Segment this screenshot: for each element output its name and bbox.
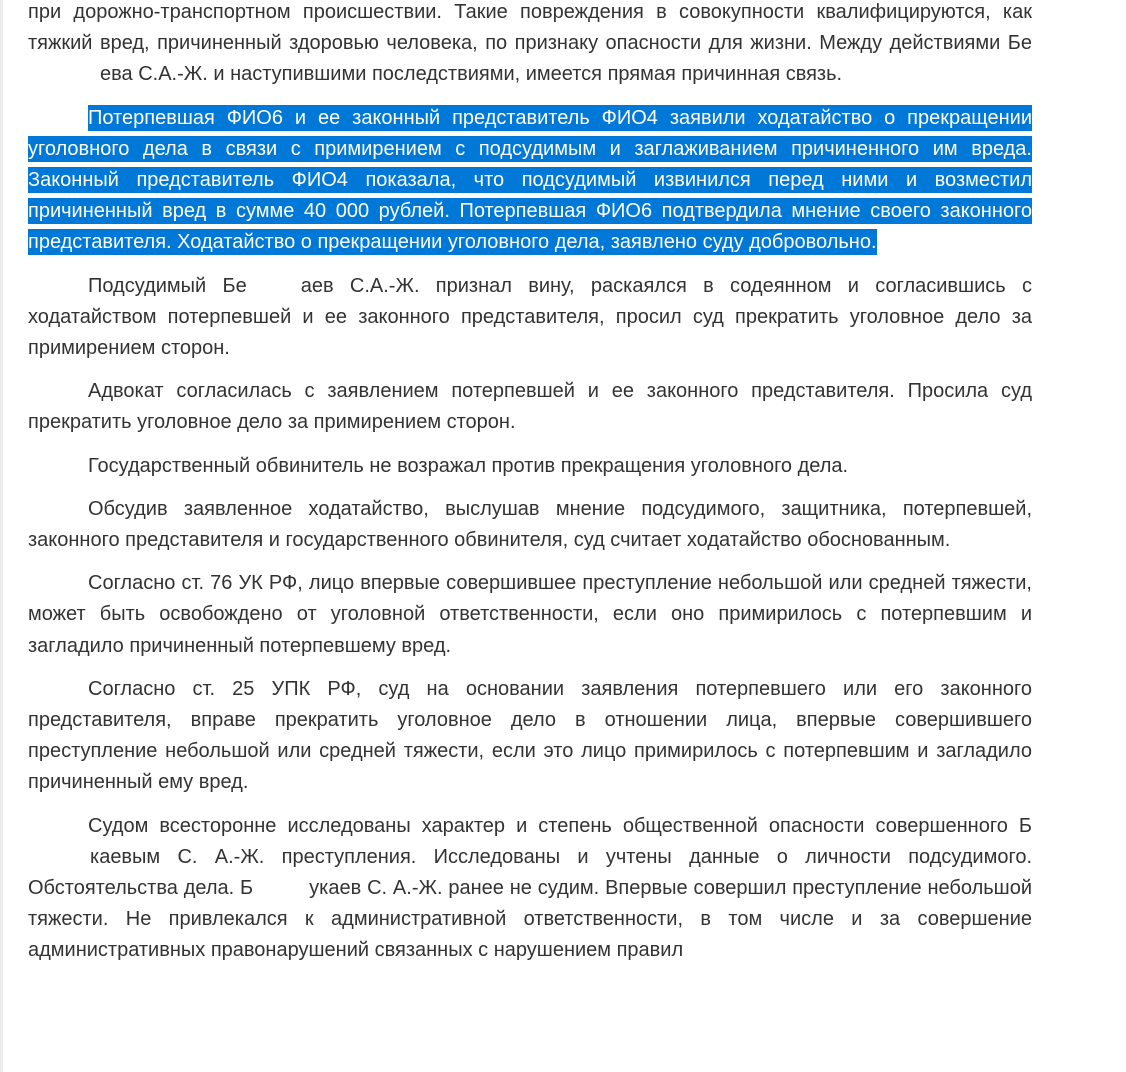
selected-text[interactable]: Потерпевшая ФИО6 и ее законный представитель ФИО4 заявили ходатайство о прекращении уголовного дела в связи с примирением с подсудимым и заглаживанием причиненного им вреда. Законный представитель ФИО4 показала, что подсудимый извинился перед ними и возместил причиненный вред в сумме 40 000 рублей. Потерпевшая ФИО6 подтвердила мнение своего законного представителя. Ходатайство о прекращении уголовного дела, заявлено суду добровольно. — [28, 106, 1032, 254]
redacted-name — [253, 873, 309, 904]
paragraph-court-assessment: Судом всесторонне исследованы характер и степень общественной опасности совершенного Б каевым С. А.-Ж. преступления. Исследованы и учтены данные о личности подсудимого. Обстоятельства дела. Б укаев С. А.-Ж. ранее не судим. Впервые совершил преступление небольшой тяжести. Не привлекался к административной ответственности, в том числе и за совершение административных правонарушений связанных с нарушением правил — [28, 814, 1032, 962]
paragraph-article-25: Согласно ст. 25 УПК РФ, суд на основании заявления потерпевшего или его законного представителя, вправе прекратить уголовное дело в отношении лица, впервые совершившего преступление небольшой или средней тяжести, если это лицо примирилось с потерпевшим и загладило причиненный ему вред. — [28, 677, 1032, 794]
paragraph-prosecutor-position: Государственный обвинитель не возражал против прекращения уголовного дела. — [88, 454, 849, 477]
document-body — [28, 0, 1032, 979]
paragraph-defendant-plea: Подсудимый Бе аев С.А.-Ж. признал вину, раскаялся в содеянном и согласившись с ходатайством потерпевшей и ее законного представителя, просил суд прекратить уголовное дело за примирением сторон. — [28, 271, 1032, 365]
paragraph-article-76: Согласно ст. 76 УК РФ, лицо впервые совершившее преступление небольшой или средней тяжести, может быть освобождено от уголовной ответственности, если оно примирилось с потерпевшим и загладило причиненный потерпевшему вред. — [28, 572, 1032, 657]
redacted-name — [28, 842, 90, 873]
redacted-name — [28, 59, 100, 90]
paragraph-court-consideration: Обсудив заявленное ходатайство, выслушав мнение подсудимого, защитника, потерпевшей, законного представителя и государственного обвинителя, суд считает ходатайство обоснованным. — [28, 497, 1032, 552]
paragraph-lawyer-position: Адвокат согласилась с заявлением потерпевшей и ее законного представителя. Просила суд прекратить уголовное дело за примирением сторон. — [28, 380, 1032, 434]
paragraph-injury-causation: при дорожно-транспортном происшествии. Такие повреждения в совокупности квалифицируются, как тяжкий вред, причиненный здоровью человека, по признаку опасности для жизни. Между действиями Бе ева С.А.-Ж. и наступившими последствиями, имеется прямая причинная связь. — [28, 0, 1032, 91]
paragraph-petition-selected[interactable] — [28, 103, 1032, 259]
page-left-border — [0, 0, 3, 1072]
redacted-name — [247, 271, 301, 302]
